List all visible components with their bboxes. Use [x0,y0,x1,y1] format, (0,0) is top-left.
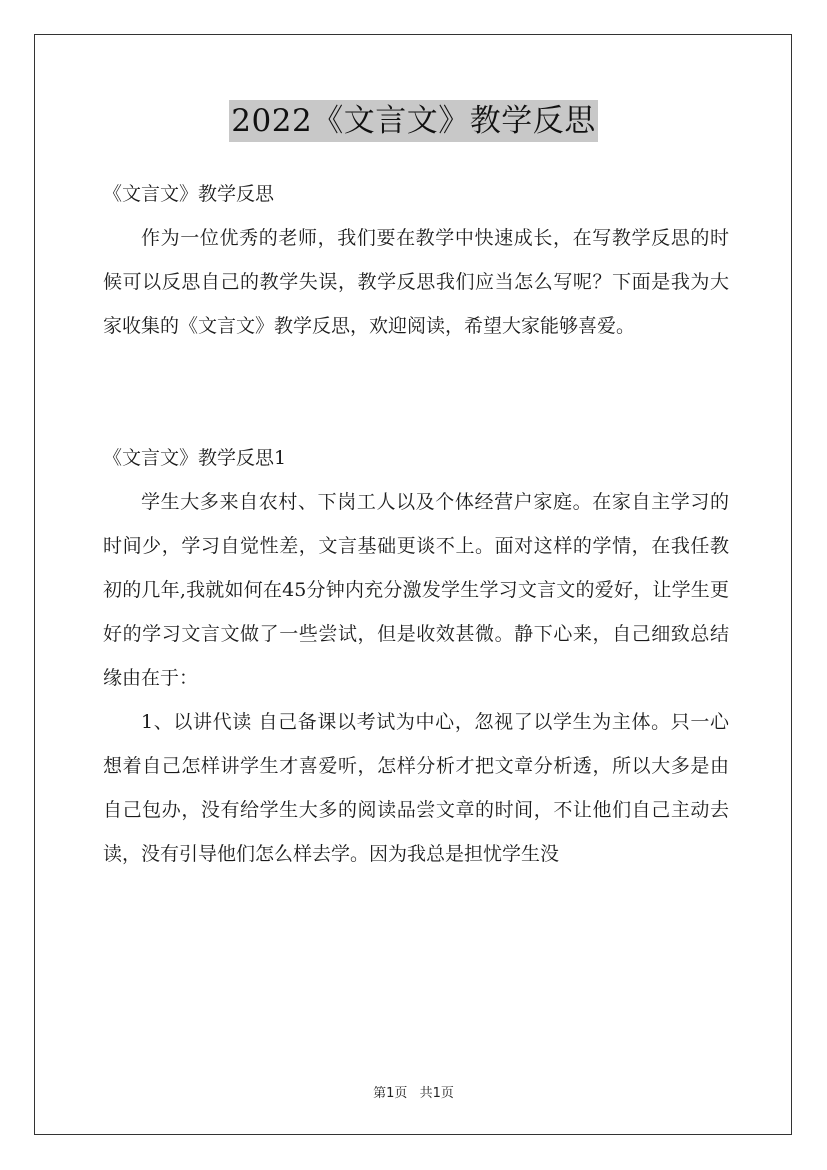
page-footer [0,1082,827,1101]
body-paragraph-1: 学生大多来自农村、下岗工人以及个体经营户家庭。在家自主学习的时间少，学习自觉性差，文言基础更谈不上。面对这样的学情，在我任教初的几年,我就如何在45分钟内充分激发学生学习文言文的爱好，让学生更好的学习文言文做了一些尝试，但是收效甚微。静下心来，自己细致总结缘由在于： [103,491,729,689]
page-number-total: 共1页 [419,1086,454,1101]
section-gap [103,348,729,436]
document-body [103,172,729,876]
document-title: 2022《文言文》教学反思 [229,100,597,142]
page-number-current: 第1页 [373,1086,408,1101]
section-heading: 《文言文》教学反思1 [103,447,287,469]
title-container [0,100,827,142]
document-subtitle: 《文言文》教学反思 [103,183,275,205]
intro-paragraph: 作为一位优秀的老师，我们要在教学中快速成长，在写教学反思的时候可以反思自己的教学失误，教学反思我们应当怎么写呢？下面是我为大家收集的《文言文》教学反思，欢迎阅读，希望大家能够喜爱。 [103,227,729,337]
body-paragraph-2: 1、以讲代读 自己备课以考试为中心，忽视了以学生为主体。只一心想着自己怎样讲学生才喜爱听，怎样分析才把文章分析透，所以大多是由自己包办，没有给学生大多的阅读品尝文章的时间，不让他们自己主动去读，没有引导他们怎么样去学。因为我总是担忧学生没 [103,711,729,865]
